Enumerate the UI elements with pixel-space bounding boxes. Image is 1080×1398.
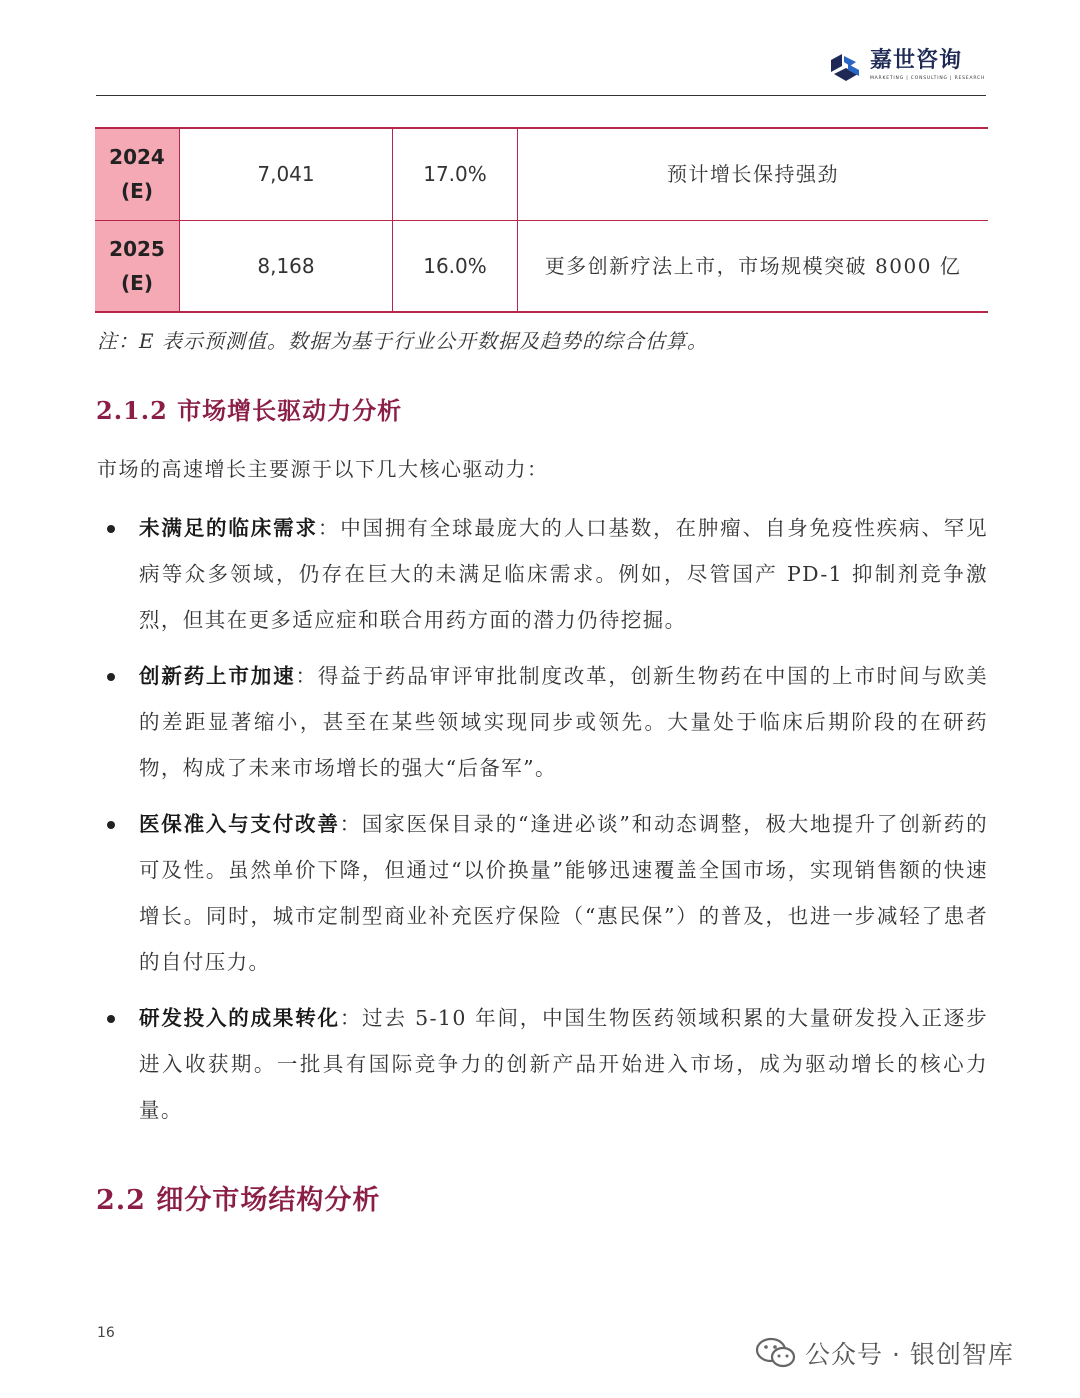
brand-name: 嘉世咨询 <box>870 48 963 73</box>
bullet-text: ：得益于药品审评审批制度改革，创新生物药在中国的上市时间与欧美的差距显著缩小，甚至在某些领域实现同步或领先。大量处于临床后期阶段的在研药物，构成了未来市场增长的强大“后备军”。 <box>139 664 988 780</box>
header-divider <box>96 95 986 96</box>
table-footnote: 注：E 表示预测值。数据为基于行业公开数据及趋势的综合估算。 <box>97 329 708 353</box>
bullet-lead: 研发投入的成果转化 <box>139 1006 340 1030</box>
bullet-text: ：国家医保目录的“逢进必谈”和动态调整，极大地提升了创新药的可及性。虽然单价下降，但通过“以价换量”能够迅速覆盖全国市场，实现销售额的快速增长。同时，城市定制型商业补充医疗保险（“惠民保”）的普及，也进一步减轻了患者的自付压力。 <box>139 812 988 974</box>
year-value: 2024 <box>109 145 165 170</box>
intro-paragraph: 市场的高速增长主要源于以下几大核心驱动力： <box>97 457 549 481</box>
year-cell <box>95 128 180 220</box>
list-item <box>96 995 988 1133</box>
list-item <box>96 505 988 643</box>
remark-cell: 更多创新疗法上市，市场规模突破 8000 亿 <box>518 220 989 312</box>
list-item <box>96 801 988 985</box>
bullet-lead: 未满足的临床需求 <box>139 516 318 540</box>
wechat-icon <box>755 1336 797 1370</box>
bullet-lead: 创新药上市加速 <box>139 664 296 688</box>
year-estimate-mark: (E) <box>121 270 153 295</box>
next-section-heading: 2.2 细分市场结构分析 <box>96 1185 381 1216</box>
section-heading: 2.1.2 市场增长驱动力分析 <box>96 396 403 425</box>
logo-mark-icon <box>828 50 862 84</box>
market-size-table <box>95 127 988 313</box>
year-cell <box>95 220 180 312</box>
bullet-icon <box>107 673 115 681</box>
remark-cell: 预计增长保持强劲 <box>518 128 989 220</box>
driver-list <box>96 505 988 1143</box>
bullet-icon <box>107 821 115 829</box>
brand-tagline: MARKETING | CONSULTING | RESEARCH <box>870 76 986 81</box>
market-size-cell: 8,168 <box>180 220 393 312</box>
brand-logo <box>828 48 985 88</box>
table-row <box>95 128 988 220</box>
year-value: 2025 <box>109 236 165 261</box>
watermark <box>755 1335 1014 1371</box>
watermark-text: 公众号 · 银创智库 <box>805 1340 1014 1369</box>
bullet-icon <box>107 525 115 533</box>
growth-rate-cell: 16.0% <box>393 220 518 312</box>
bullet-text: ：过去 5-10 年间，中国生物医药领域积累的大量研发投入正逐步进入收获期。一批具有国际竞争力的创新产品开始进入市场，成为驱动增长的核心力量。 <box>139 1006 988 1122</box>
table-row <box>95 220 988 312</box>
bullet-text: ：中国拥有全球最庞大的人口基数，在肿瘤、自身免疫性疾病、罕见病等众多领域，仍存在巨大的未满足临床需求。例如，尽管国产 PD-1 抑制剂竞争激烈，但其在更多适应症和联合用药方面的潜力仍待挖掘。 <box>139 516 989 632</box>
bullet-icon <box>107 1015 115 1023</box>
bullet-lead: 医保准入与支付改善 <box>139 812 340 836</box>
growth-rate-cell: 17.0% <box>393 128 518 220</box>
year-estimate-mark: (E) <box>121 179 153 204</box>
market-size-cell: 7,041 <box>180 128 393 220</box>
page-number: 16 <box>97 1325 115 1341</box>
list-item <box>96 653 988 791</box>
